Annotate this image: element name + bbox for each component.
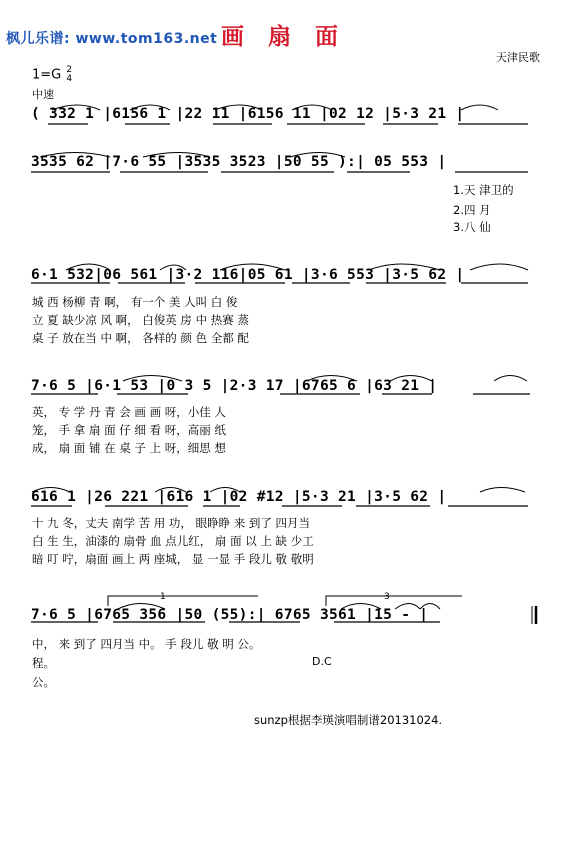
staff-row-6: 7·6 5 |6765 356 |50 (55):| 6765 3561 |15 - | — [31, 607, 429, 623]
lyric-line: 公。 — [32, 675, 55, 689]
volta-1-label: 1 — [160, 592, 166, 602]
key-signature — [32, 66, 72, 84]
lyric-line: 城 西 杨柳 青 啊， 有一个 美 人叫 白 俊 — [32, 295, 238, 309]
key-label: 1=G — [32, 67, 62, 83]
song-origin: 天津民歌 — [496, 51, 540, 64]
time-bottom: 4 — [66, 74, 73, 84]
verse-2-start: 2.四 月 — [453, 203, 491, 217]
tempo-marking: 中速 — [32, 88, 54, 101]
lyric-line: 中， 来 到了 四月当 中。 手 段儿 敬 明 公。 — [32, 637, 261, 651]
staff-row-1: ( 332 1 |6156 1 |22 11 |6156 11 |02 12 |5·3 21 | — [31, 106, 465, 122]
staff-row-3: 6·1 532|06 561 |3·2 116|05 61 |3·6 553 |3·5 62 | — [31, 267, 465, 283]
site-watermark: 枫儿乐谱: www.tom163.net — [6, 31, 218, 47]
staff-row-4: 7·6 5 |6·1 53 |0 3 5 |2·3 17 |6765 6 |63 21 | — [31, 378, 438, 394]
da-capo-marking: D.C — [312, 655, 332, 668]
transcription-credit: sunzp根据李瑛演唱制谱20131024. — [254, 713, 443, 727]
verse-1-start: 1.天 津卫的 — [453, 183, 514, 197]
lyric-line: 英， 专 学 丹 青 会 画 画 呀，小佳 人 — [32, 405, 226, 419]
lyric-line: 白 生 生，油漆的 扇骨 血 点儿红， 扇 面 以 上 缺 少工 — [32, 534, 314, 548]
lyric-line: 笼， 手 拿 扇 面 仔 细 看 呀，高丽 纸 — [32, 423, 226, 437]
song-title: 画扇面 — [221, 23, 362, 50]
staff-row-5: 616 1 |26 221 |616 1 |02 #12 |5·3 21 |3·5 62 | — [31, 489, 447, 505]
verse-3-start: 3.八 仙 — [453, 220, 491, 234]
volta-3-label: 3 — [384, 592, 390, 602]
time-signature — [66, 66, 72, 84]
lyric-line: 暗 叮 咛，扇面 画上 两 座城， 显 一显 手 段儿 敬 敬明 — [32, 552, 314, 566]
lyric-line: 立 夏 缺少凉 风 啊， 白俊英 房 中 热赛 蒸 — [32, 313, 249, 327]
lyric-line: 十 九 冬，丈夫 南学 苦 用 功， 眼睁睁 来 到了 四月当 — [32, 516, 311, 530]
time-top: 2 — [66, 65, 73, 75]
staff-row-2: 3535 62 |7·6 55 |3535 3523 |50 55 ):| 05 553 | — [31, 154, 447, 170]
lyric-line: 程。 — [32, 656, 55, 670]
lyric-line: 桌 子 放在当 中 啊， 各样的 颜 色 全都 配 — [32, 331, 249, 345]
lyric-line: 成， 扇 面 铺 在 桌 子 上 呀，细思 想 — [32, 441, 226, 455]
